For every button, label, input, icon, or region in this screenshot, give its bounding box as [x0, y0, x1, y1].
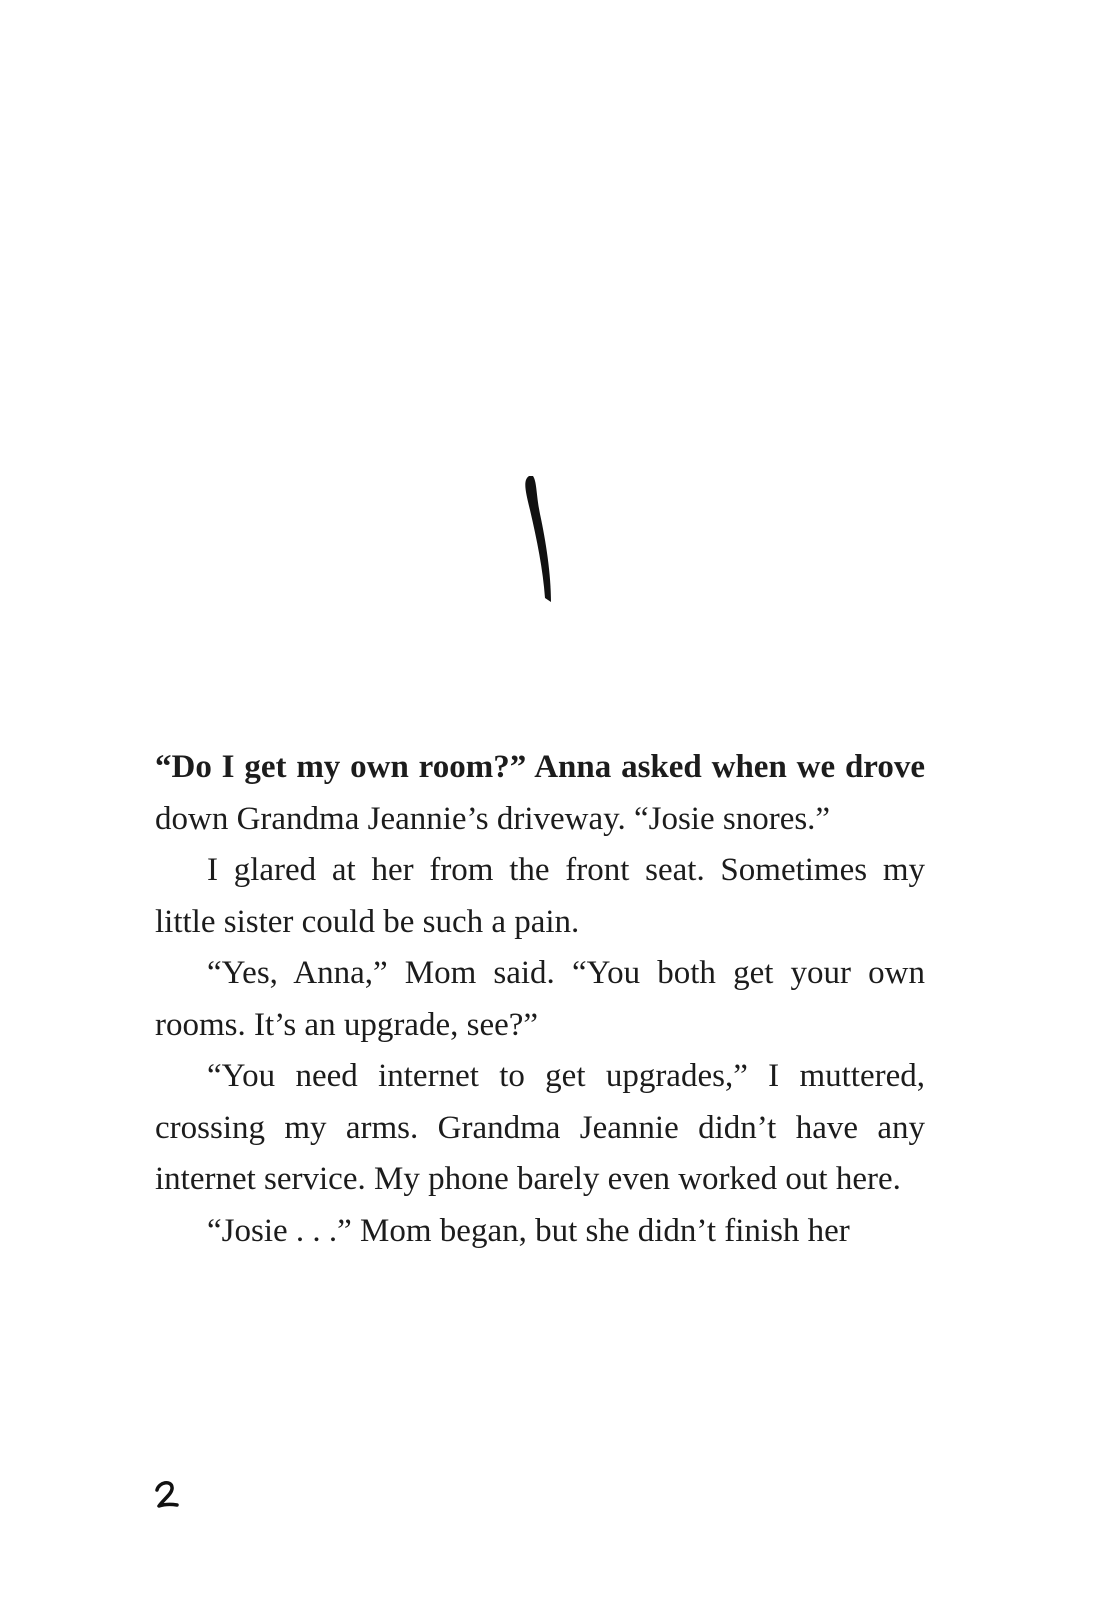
paragraph: [155, 742, 925, 845]
page-number-2: [153, 1478, 193, 1514]
opening-lead-in: “Do I get my own room?” Anna asked when we drove: [155, 749, 925, 785]
paragraph: “Yes, Anna,” Mom said. “You both get your own rooms. It’s an upgrade, see?”: [155, 955, 925, 1043]
chapter-number-1: [515, 470, 565, 610]
chapter-text: [155, 742, 925, 1257]
paragraph-text: down Grandma Jeannie’s driveway. “Josie snores.”: [155, 800, 831, 837]
paragraph: “You need internet to get upgrades,” I muttered, crossing my arms. Grandma Jeannie didn’t have any internet service. My phone barely even worked out here.: [155, 1058, 925, 1197]
paragraph: “Josie . . .” Mom began, but she didn’t finish her: [207, 1212, 850, 1249]
paragraph: I glared at her from the front seat. Sometimes my little sister could be such a pain.: [155, 852, 925, 940]
